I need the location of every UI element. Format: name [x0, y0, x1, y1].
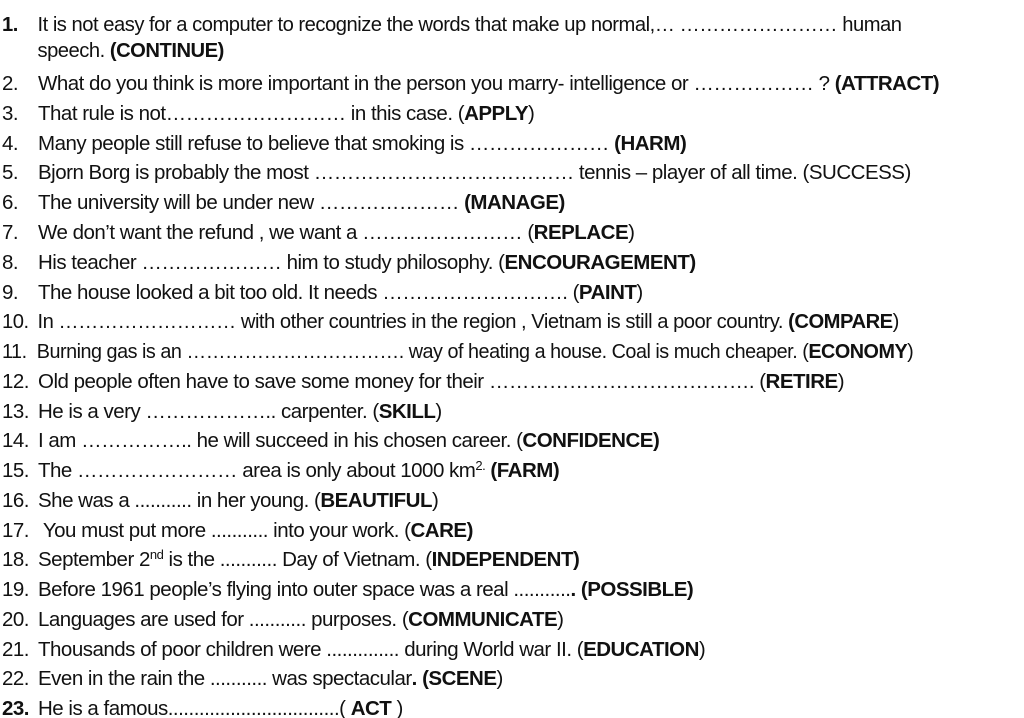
- word-form-cue: (MANAGE): [464, 191, 565, 214]
- question-number: 12.: [2, 370, 29, 393]
- question-number: 19.: [2, 578, 29, 601]
- word-form-cue: APPLY: [464, 102, 529, 125]
- question-21: [2, 637, 1024, 663]
- question-23: [2, 696, 1024, 718]
- question-text: You must put more ........... into your work. (: [38, 519, 411, 542]
- question-text: ): [698, 638, 706, 661]
- question-15: [2, 458, 1024, 484]
- question-text: Languages are used for ........... purposes. (: [38, 608, 409, 631]
- question-text: September 2: [38, 548, 150, 571]
- question-number: 16.: [2, 489, 29, 512]
- word-form-cue: (COMPARE: [788, 310, 893, 333]
- question-number: 21.: [2, 638, 29, 661]
- question-number: 8.: [2, 251, 19, 274]
- question-22: [2, 666, 1024, 692]
- question-number: 17.: [2, 519, 29, 542]
- question-text: Even in the rain the ........... was spectacular: [38, 667, 412, 690]
- question-number: 18.: [2, 548, 29, 571]
- question-text: Before 1961 people’s flying into outer space was a real ...........: [38, 578, 571, 601]
- question-text: We don’t want the refund , we want a …………………… (: [38, 221, 534, 244]
- question-20: [2, 607, 1024, 633]
- question-text: What do you think is more important in the person you marry- intelligence or ……………… ?: [38, 72, 835, 95]
- word-form-cue: ECONOMY: [808, 340, 908, 363]
- question-number: 5.: [2, 161, 19, 184]
- question-number: 7.: [2, 221, 19, 244]
- word-form-cue: (HARM): [614, 132, 687, 155]
- question-4: [2, 131, 1024, 157]
- word-form-cue: . (SCENE: [411, 667, 497, 690]
- question-7: [2, 220, 1024, 246]
- question-number: 13.: [2, 400, 29, 423]
- question-number: 22.: [2, 667, 29, 690]
- question-text: ): [496, 667, 503, 690]
- question-number: 6.: [2, 191, 19, 214]
- question-3: [2, 101, 1024, 127]
- question-text: Old people often have to save some money for their …………………………………. (: [38, 370, 766, 393]
- question-14: [2, 428, 1024, 454]
- question-text: ): [628, 221, 635, 244]
- question-text: is the ........... Day of Vietnam. (: [163, 548, 432, 571]
- word-form-cue: ACT: [350, 697, 392, 718]
- question-text: The …………………… area is only about 1000 km: [38, 459, 476, 482]
- question-16: [2, 488, 1024, 514]
- word-form-cue: CONFIDENCE): [522, 429, 660, 452]
- question-text: ): [431, 489, 439, 512]
- question-text: The house looked a bit too old. It needs ………………………. (: [38, 281, 579, 304]
- question-text: Thousands of poor children were .............. during World war II. (: [38, 638, 584, 661]
- question-continuation: [37, 38, 223, 64]
- question-text: Many people still refuse to believe that smoking is …………………: [38, 132, 615, 155]
- question-text: His teacher ………………… him to study philosophy. (: [38, 251, 505, 274]
- word-form-cue: (ATTRACT): [834, 72, 940, 95]
- question-text: She was a ........... in her young. (: [38, 489, 321, 512]
- question-number: 1.: [2, 13, 18, 36]
- question-number: 20.: [2, 608, 29, 631]
- question-2: [2, 71, 1024, 97]
- question-number: 2.: [2, 72, 19, 95]
- question-8: [2, 250, 1024, 276]
- question-number: 15.: [2, 459, 29, 482]
- question-text: Burning gas is an ……………………………. way of heating a house. Coal is much cheaper. (: [36, 340, 809, 363]
- word-form-cue: (CONTINUE): [109, 39, 224, 62]
- question-text: It is not easy for a computer to recognize the words that make up normal,… …………………… human: [37, 13, 902, 36]
- question-text: ): [528, 102, 535, 125]
- word-form-cue: CARE): [410, 519, 473, 542]
- question-text: That rule is not……………………… in this case. (: [38, 102, 465, 125]
- question-number: 3.: [2, 102, 19, 125]
- question-number: 23.: [2, 697, 29, 718]
- question-text: Bjorn Borg is probably the most ………………………………… tennis – player of all time. (SUCCESS): [38, 161, 911, 184]
- word-form-cue: COMMUNICATE: [408, 608, 558, 631]
- question-text: ): [636, 281, 643, 304]
- question-text: He is a very ……………….. carpenter. (: [38, 400, 379, 423]
- word-form-cue: . (POSSIBLE): [570, 578, 694, 601]
- word-form-cue: BEAUTIFUL: [320, 489, 432, 512]
- question-6: [2, 190, 1024, 216]
- question-number: 11.: [2, 340, 27, 363]
- question-number: 4.: [2, 132, 19, 155]
- question-19: [2, 577, 1024, 603]
- question-10: [2, 309, 1009, 335]
- question-text: The university will be under new …………………: [38, 191, 465, 214]
- word-form-cue: INDEPENDENT): [431, 548, 580, 571]
- question-text: ): [892, 310, 899, 333]
- word-form-cue: PAINT: [578, 281, 637, 304]
- question-number: 9.: [2, 281, 19, 304]
- question-text: ): [391, 697, 403, 718]
- question-18: [2, 547, 1024, 573]
- question-1: [2, 12, 1009, 62]
- question-text: speech.: [37, 39, 110, 62]
- question-text: ): [837, 370, 845, 393]
- question-text: I am …………….. he will succeed in his chosen career. (: [38, 429, 523, 452]
- question-number: 10.: [2, 310, 29, 333]
- question-number: 14.: [2, 429, 29, 452]
- word-form-cue: RETIRE: [765, 370, 838, 393]
- question-text: ): [907, 340, 914, 363]
- question-text: ): [557, 608, 564, 631]
- word-form-cue: ENCOURAGEMENT): [504, 251, 696, 274]
- word-form-cue: (FARM): [490, 459, 560, 482]
- question-text: He is a famous.................................(: [38, 697, 351, 718]
- question-9: [2, 280, 1024, 306]
- word-form-cue: SKILL: [378, 400, 436, 423]
- word-form-cue: REPLACE: [533, 221, 629, 244]
- question-17: [2, 518, 1024, 544]
- question-text: ): [435, 400, 442, 423]
- question-13: [2, 399, 1024, 425]
- question-text: In ……………………… with other countries in the region , Vietnam is still a poor country.: [37, 310, 789, 333]
- question-11: [2, 339, 988, 365]
- word-form-cue: EDUCATION: [583, 638, 699, 661]
- superscript: nd: [149, 547, 164, 562]
- question-12: [2, 369, 1024, 395]
- question-5: [2, 160, 1024, 186]
- superscript: 2.: [475, 458, 486, 473]
